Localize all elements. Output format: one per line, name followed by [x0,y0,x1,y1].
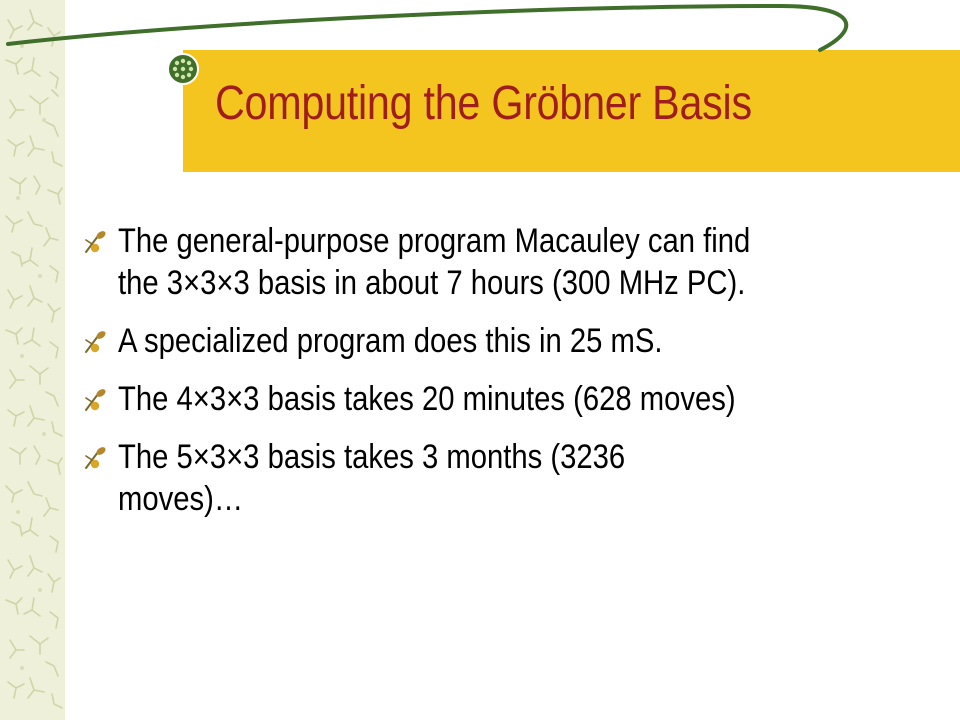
cattail-bullet-icon [82,230,110,254]
cattail-bullet-icon [82,330,110,354]
bullet-line: The general-purpose program Macauley can find [118,222,751,260]
left-pattern-strip [0,0,65,720]
cattail-bullet-icon [82,446,110,470]
sprig-pattern-icon [0,0,65,720]
dotted-globe-icon [166,52,200,86]
bullet-list [80,220,940,536]
bullet-item [80,320,940,362]
bullet-line: the 3×3×3 basis in about 7 hours (300 MHz PC). [118,264,746,302]
bullet-line: A specialized program does this in 25 mS. [118,322,663,360]
bullet-item [80,220,940,304]
bullet-item [80,378,940,420]
bullet-item [80,436,940,520]
bullet-line: moves)… [118,480,244,518]
slide-title: Computing the Gröbner Basis [215,77,752,130]
bullet-line: The 4×3×3 basis takes 20 minutes (628 moves) [118,380,736,418]
bullet-line: The 5×3×3 basis takes 3 months (3236 [118,438,626,476]
cattail-bullet-icon [82,388,110,412]
